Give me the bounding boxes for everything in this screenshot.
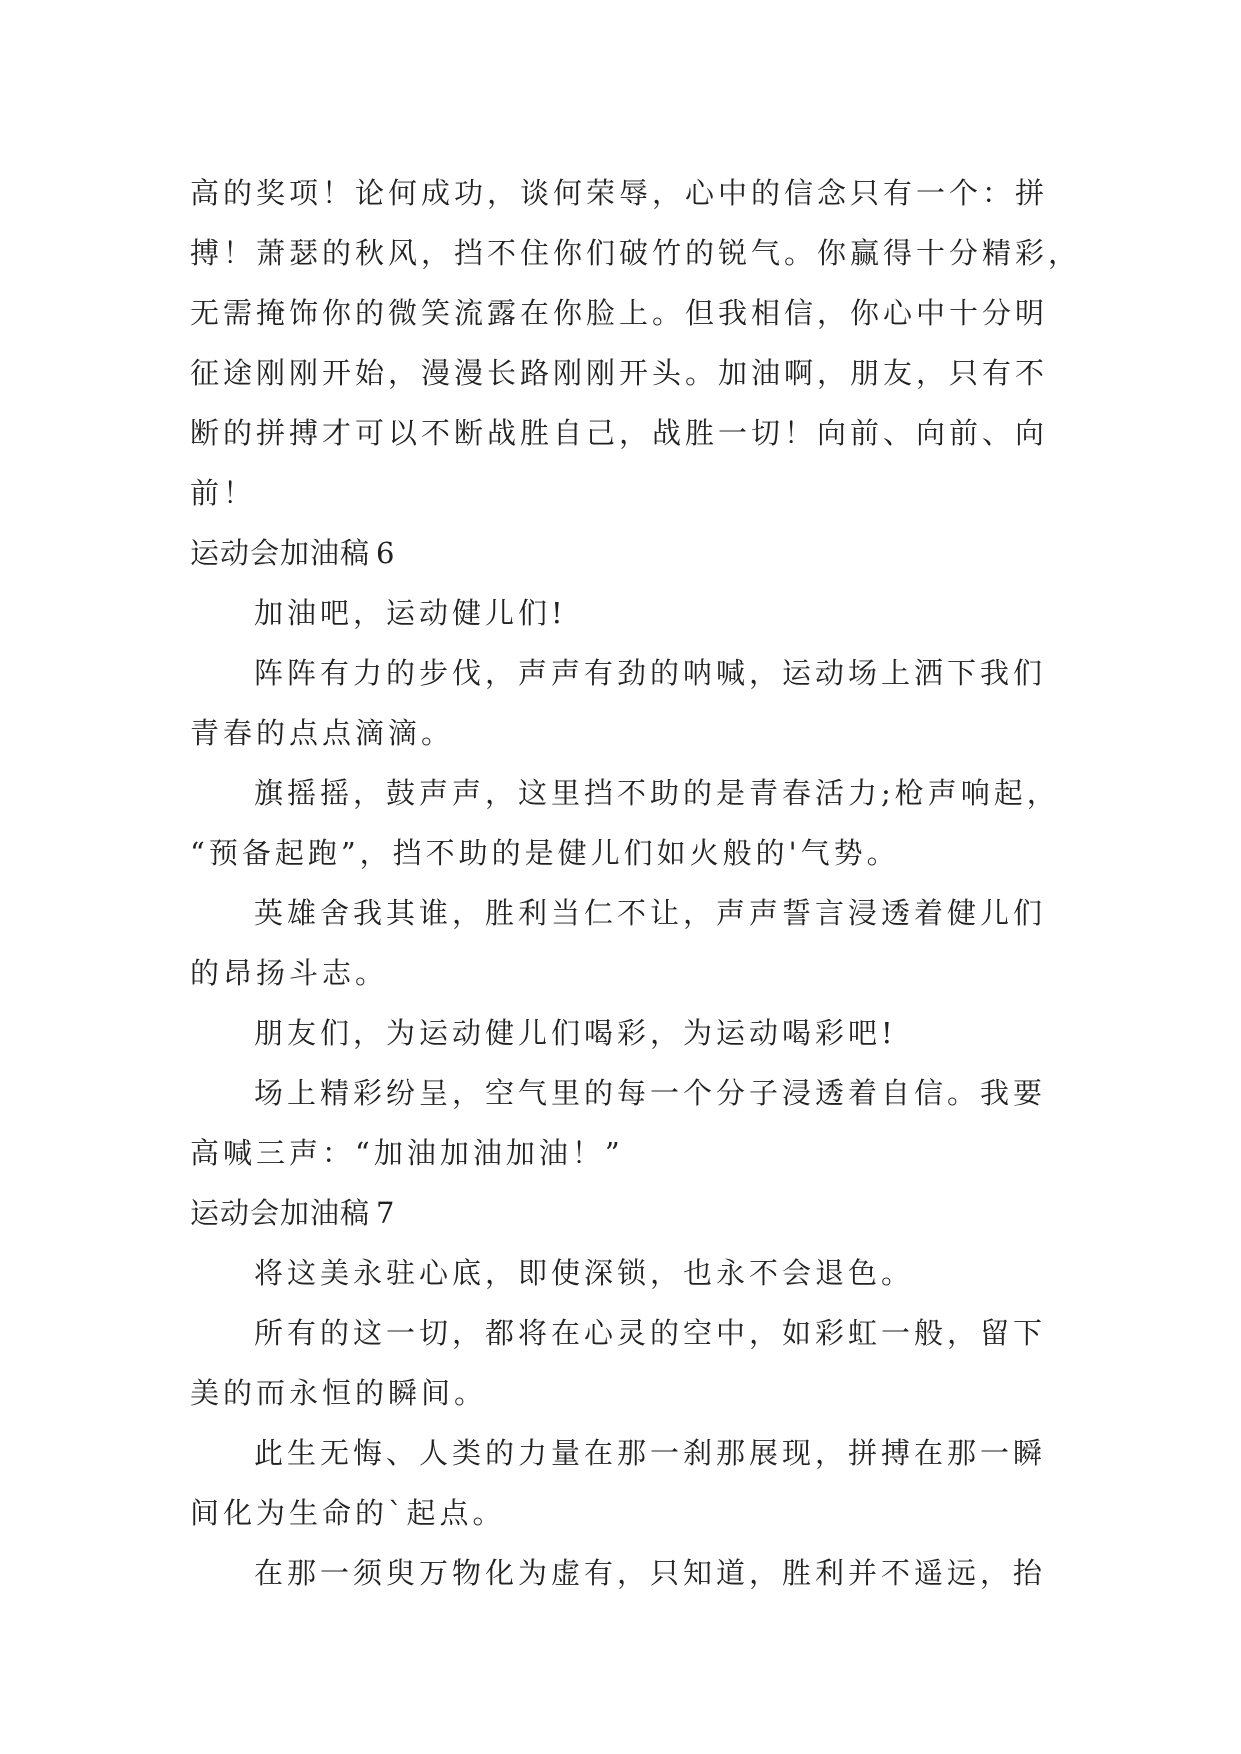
section-7-title: 运动会加油稿 [190,1196,371,1230]
paragraph-line: 无需掩饰你的微笑流露在你脸上。但我相信，你心中十分明 [190,296,1049,330]
document-body [190,163,1082,1603]
paragraph-line: 加油吧，运动健儿们! [254,596,567,630]
section-7-number: 7 [376,1196,396,1230]
section-6-number: 6 [376,536,396,570]
paragraph-line: 英雄舍我其谁，胜利当仁不让，声声誓言浸透着健儿们 [254,896,1047,930]
section-6-heading [190,523,1070,583]
paragraph-line: 朋友们，为运动健儿们喝彩，为运动喝彩吧! [254,1016,897,1050]
paragraph-line: 美的而永恒的瞬间。 [190,1376,488,1410]
paragraph-line: 旗摇摇，鼓声声，这里挡不助的是青春活力;枪声响起， [254,776,1060,810]
paragraph-line: 场上精彩纷呈，空气里的每一个分子浸透着自信。我要 [254,1076,1047,1110]
paragraph-line: 在那一须臾万物化为虚有，只知道，胜利并不遥远，抬 [254,1556,1047,1590]
paragraph-line: 的昂扬斗志。 [190,956,389,990]
paragraph-line: 将这美永驻心底，即使深锁，也永不会退色。 [254,1256,915,1290]
paragraph-line: 征途刚刚开始，漫漫长路刚刚开头。加油啊，朋友，只有不 [190,356,1049,390]
paragraph-line: 高的奖项！论何成功，谈何荣辱，心中的信念只有一个：拼 [190,176,1049,210]
paragraph-line: 断的拼搏才可以不断战胜自己，战胜一切！向前、向前、向 [190,416,1049,450]
paragraph-line: 搏！萧瑟的秋风，挡不住你们破竹的锐气。你赢得十分精彩， [190,236,1082,270]
paragraph-line: 间化为生命的`起点。 [190,1496,506,1530]
paragraph-line: 所有的这一切，都将在心灵的空中，如彩虹一般，留下 [254,1316,1047,1350]
paragraph-line: 青春的点点滴滴。 [190,716,455,750]
paragraph-line: 此生无悔、人类的力量在那一刹那展现，拼搏在那一瞬 [254,1436,1047,1470]
section-7-heading [190,1183,1070,1243]
section-6-title: 运动会加油稿 [190,536,371,570]
paragraph-line: 阵阵有力的步伐，声声有劲的呐喊，运动场上洒下我们 [254,656,1047,690]
paragraph-line: 前！ [190,476,257,510]
paragraph-line: “预备起跑”，挡不助的是健儿们如火般的'气势。 [190,836,900,870]
paragraph-line: 高喊三声：“加油加油加油！” [190,1136,624,1170]
